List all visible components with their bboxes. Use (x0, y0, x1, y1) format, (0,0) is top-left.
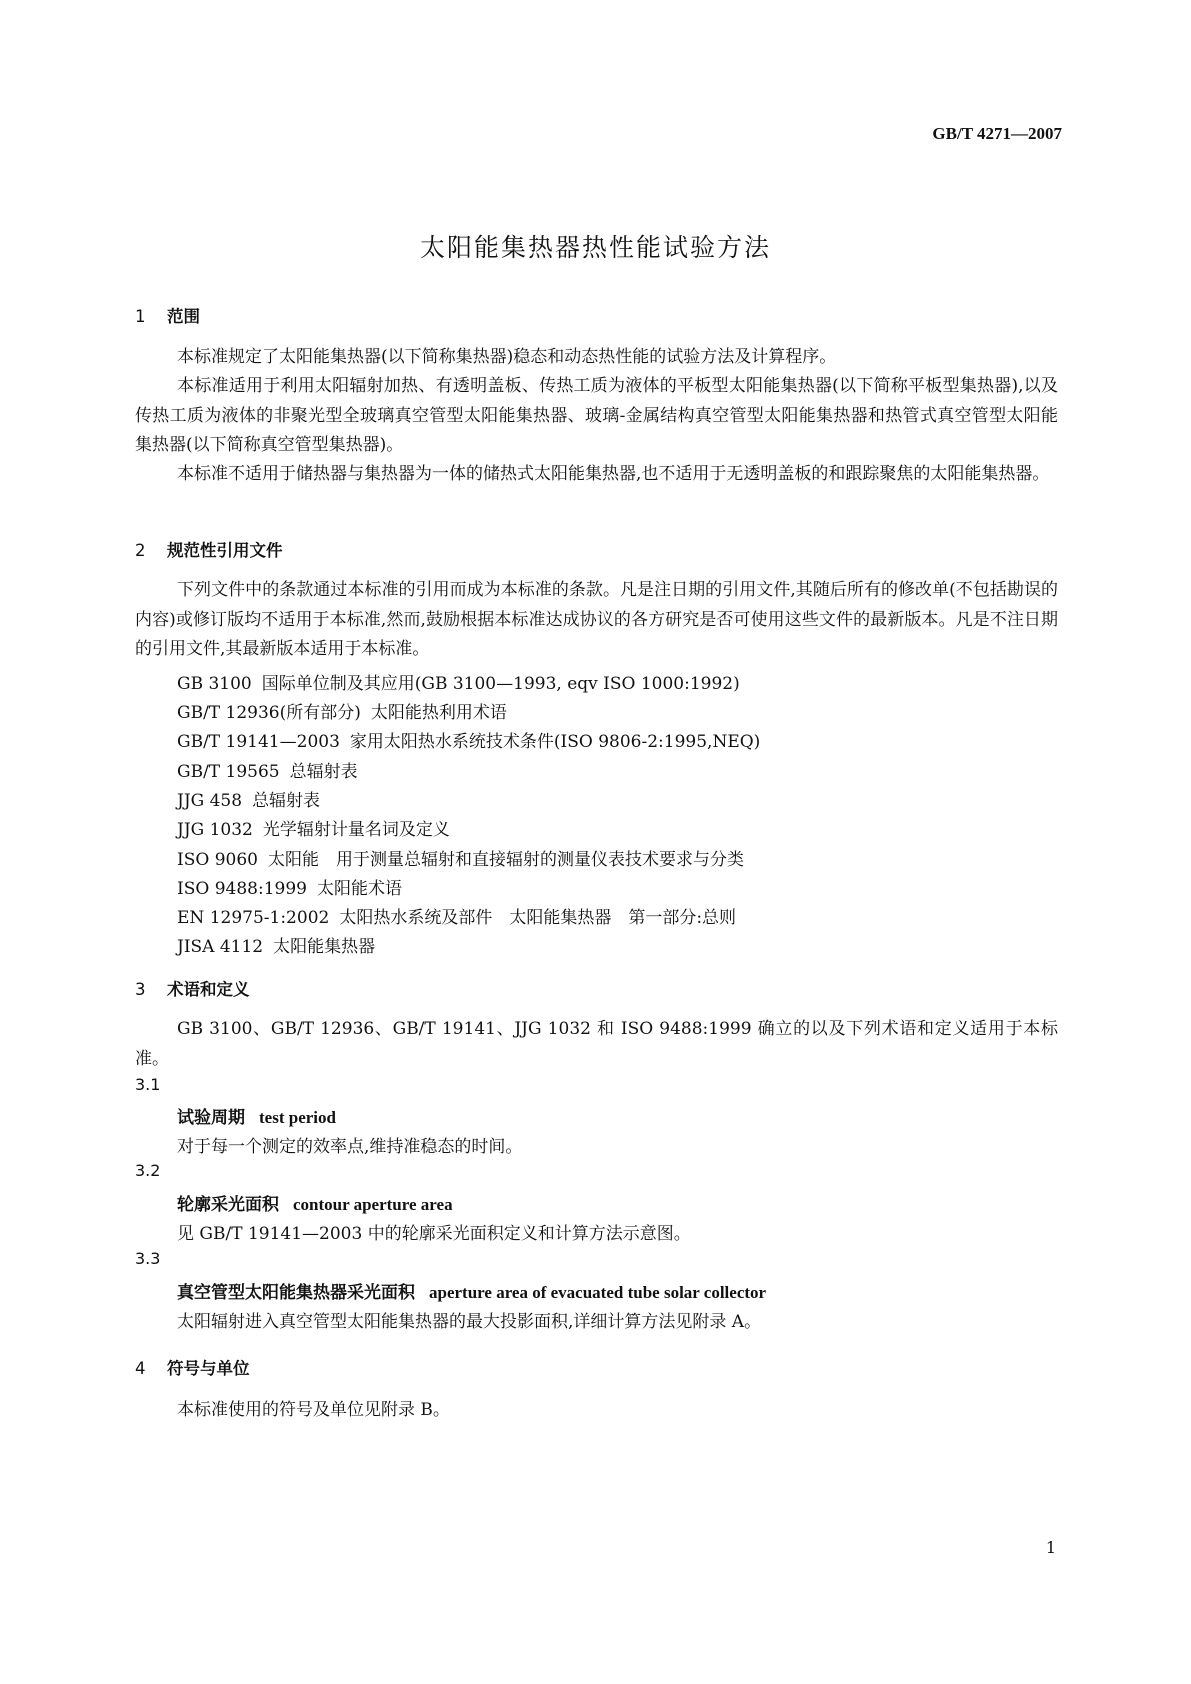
term-heading (177, 1278, 766, 1303)
page-number: 1 (1045, 1538, 1056, 1557)
reference-title: 光学辐射计量名词及定义 (262, 820, 450, 840)
reference-title: 家用太阳热水系统技术条件(ISO 9806-2:1995,NEQ) (349, 732, 761, 752)
section-number: 4 (135, 1359, 146, 1378)
term-en: test period (259, 1108, 336, 1127)
reference-title: 国际单位制及其应用(GB 3100—1993, eqv ISO 1000:1992) (261, 674, 740, 694)
term-zh: 试验周期 (177, 1108, 245, 1128)
reference-code: ISO 9060 (177, 850, 258, 870)
term-number: 3.3 (135, 1249, 161, 1268)
term-number: 3.2 (135, 1161, 161, 1180)
reference-item (177, 669, 740, 694)
reference-item (177, 874, 402, 899)
section-4-paragraph-1: 本标准使用的符号及单位见附录 B。 (177, 1400, 450, 1420)
reference-title: 太阳能集热器 (273, 937, 376, 957)
reference-title: 总辐射表 (252, 791, 321, 811)
section-1-paragraph-3: 本标准不适用于储热器与集热器为一体的储热式太阳能集热器,也不适用于无透明盖板的和跟踪聚焦的太阳能集热器。 (177, 464, 1050, 484)
reference-item (177, 815, 450, 840)
section-2-intro: 下列文件中的条款通过本标准的引用而成为本标准的条款。凡是注日期的引用文件,其随后所有的修改单(不包括勘误的内容)或修订版均不适用于本标准,然而,鼓励根据本标准达成协议的各方研究是否可使用这些文件的最新版本。凡是不注日期的引用文件,其最新版本适用于本标准。 (135, 580, 1058, 659)
term-zh: 轮廓采光面积 (177, 1195, 279, 1215)
reference-code: ISO 9488:1999 (177, 879, 307, 899)
reference-code: GB/T 19141—2003 (177, 732, 340, 752)
reference-code: JISA 4112 (177, 937, 264, 957)
reference-item (177, 786, 320, 811)
reference-title: 太阳能术语 (316, 879, 402, 899)
section-3-intro: GB 3100、GB/T 12936、GB/T 19141、JJG 1032 和 ISO 9488:1999 确立的以及下列术语和定义适用于本标准。 (135, 1019, 1058, 1069)
term-zh: 真空管型太阳能集热器采光面积 (177, 1283, 415, 1303)
reference-code: EN 12975-1:2002 (177, 908, 330, 928)
section-4-heading (135, 1355, 250, 1379)
section-number: 3 (135, 980, 146, 999)
section-title: 规范性引用文件 (167, 541, 283, 560)
reference-title: 太阳热水系统及部件 太阳能集热器 第一部分:总则 (339, 908, 737, 928)
reference-title: 太阳能热利用术语 (370, 703, 507, 723)
reference-code: JJG 1032 (177, 820, 253, 840)
reference-code: GB/T 12936(所有部分) (177, 703, 361, 723)
section-title: 范围 (167, 307, 200, 326)
term-definition: 太阳辐射进入真空管型太阳能集热器的最大投影面积,详细计算方法见附录 A。 (177, 1312, 762, 1332)
term-en: aperture area of evacuated tube solar collector (429, 1283, 767, 1302)
reference-title: 太阳能 用于测量总辐射和直接辐射的测量仪表技术要求与分类 (267, 850, 744, 870)
reference-item (177, 757, 358, 782)
section-title: 术语和定义 (167, 980, 250, 999)
reference-code: JJG 458 (177, 791, 243, 811)
reference-item (177, 903, 736, 928)
reference-title: 总辐射表 (289, 762, 358, 782)
document-title: 太阳能集热器热性能试验方法 (419, 233, 771, 262)
section-1-heading (135, 303, 200, 327)
term-number: 3.1 (135, 1075, 161, 1094)
term-definition: 见 GB/T 19141—2003 中的轮廓采光面积定义和计算方法示意图。 (177, 1224, 691, 1244)
reference-code: GB/T 19565 (177, 762, 280, 782)
term-en: contour aperture area (293, 1195, 453, 1214)
section-3-heading (135, 976, 250, 1000)
section-number: 1 (135, 307, 146, 326)
section-1-paragraph-2: 本标准适用于利用太阳辐射加热、有透明盖板、传热工质为液体的平板型太阳能集热器(以下简称平板型集热器),以及传热工质为液体的非聚光型全玻璃真空管型太阳能集热器、玻璃-金属结构真空管型太阳能集热器和热管式真空管型太阳能集热器(以下简称真空管型集热器)。 (135, 376, 1058, 455)
section-number: 2 (135, 541, 146, 560)
section-1-paragraph-1: 本标准规定了太阳能集热器(以下简称集热器)稳态和动态热性能的试验方法及计算程序。 (177, 347, 837, 367)
reference-item (177, 727, 760, 752)
section-2-heading (135, 537, 283, 561)
term-definition: 对于每一个测定的效率点,维持准稳态的时间。 (177, 1137, 523, 1157)
term-heading (177, 1103, 336, 1128)
standard-code: GB/T 4271—2007 (932, 124, 1062, 143)
reference-item (177, 932, 375, 957)
section-title: 符号与单位 (167, 1359, 250, 1378)
term-heading (177, 1190, 453, 1215)
reference-code: GB 3100 (177, 674, 252, 694)
reference-item (177, 845, 744, 870)
reference-item (177, 698, 507, 723)
